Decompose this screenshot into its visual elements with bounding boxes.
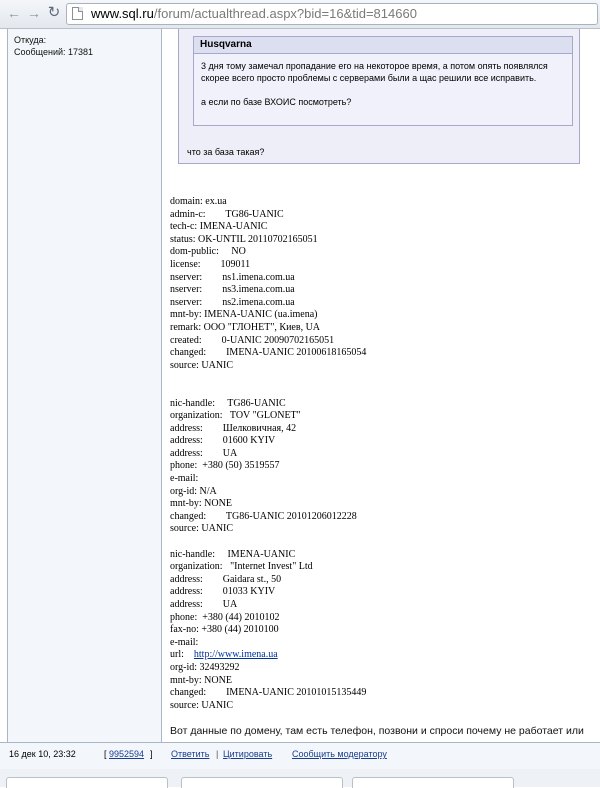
page-icon	[72, 7, 83, 20]
message-id-link[interactable]: 9952594	[109, 749, 145, 759]
author-column	[7, 29, 162, 742]
browser-toolbar	[0, 0, 600, 29]
author-info	[14, 34, 93, 58]
post-date: 16 дек 10, 23:32	[9, 749, 76, 759]
whois-output	[170, 196, 366, 712]
reload-icon[interactable]: ↻	[47, 4, 61, 21]
whois-url-label: url:	[170, 649, 194, 661]
post-final-text: Вот данные по домену, там есть телефон, позвони и спроси почему не работает или	[170, 725, 584, 737]
author-message-count: Сообщений: 17381	[14, 47, 94, 57]
nested-quote	[193, 36, 573, 126]
address-bar[interactable]	[66, 3, 598, 25]
whois-domain-block: domain: ex.ua admin-c: TG86-UANIC tech-c: IMENA-UANIC status: OK-UNTIL 20110702165051 dom-public: NO license: 109011 nserver: ns1.imena.com.ua nserver: ns3.imena.com.ua nserver: ns2.imena.com.ua mnt-by: IMENA-UANIC (ua.imena) remark: ООО "ГЛОНЕТ", Киев, UA created: 0-UANIC 20090702165051 changed: IMENA-UANIC 20100618165054 source: UANIC	[170, 196, 367, 371]
author-location-label: Откуда:	[14, 35, 47, 45]
imena-url-link[interactable]: http://www.imena.ua	[193, 649, 278, 661]
quote-body	[194, 54, 572, 114]
reply-link[interactable]: Ответить	[171, 749, 210, 759]
bracket-open: [	[104, 749, 107, 759]
forward-arrow-icon[interactable]: →	[27, 5, 41, 21]
bottom-tab[interactable]	[181, 777, 343, 788]
post-footer	[0, 742, 600, 770]
whois-registrar-block: nic-handle: IMENA-UANIC organization: "Internet Invest" Ltd address: Gaidara st., 50 address: 01033 KYIV address: UA phone: +380 (44) 2010102 fax-no: +380 (44) 2010100 e-mail:	[170, 548, 313, 648]
forum-post	[0, 29, 600, 741]
back-arrow-icon[interactable]: ←	[7, 5, 21, 21]
whois-registrar-tail: org-id: 32493292 mnt-by: NONE changed: IMENA-UANIC 20101015135449 source: UANIC	[170, 661, 367, 711]
quote-line: скорее всего просто проблемы с серверами были а щас решили все исправить.	[201, 73, 537, 83]
bottom-tab-strip	[0, 769, 600, 787]
report-moderator-link[interactable]: Сообщить модератору	[292, 749, 387, 759]
quote-line: а если по базе ВХОИС посмотреть?	[201, 97, 352, 107]
bracket-close: ]	[150, 749, 153, 759]
quote-line: 3 дня тому замечал пропадание его на некоторое время, а потом опять появлялся	[201, 61, 548, 71]
quote-link[interactable]: Цитировать	[223, 749, 273, 759]
quote-author: Husqvarna	[194, 37, 572, 54]
bottom-tab[interactable]	[6, 777, 168, 788]
quoted-reply-text: что за база такая?	[187, 147, 265, 157]
whois-contact-block: nic-handle: TG86-UANIC organization: TOV "GLONET" address: Шелковичная, 42 address: 01600 KYIV address: UA phone: +380 (50) 3519557 e-mail: org-id: N/A mnt-by: NONE changed: TG86-UANIC 20101206012228 source: UANIC	[170, 397, 357, 535]
url-text: www.sql.ru/forum/actualthread.aspx?bid=16&tid=814660	[91, 6, 417, 21]
quote-outer	[178, 29, 580, 164]
separator: |	[216, 749, 219, 759]
bottom-tab[interactable]	[352, 777, 514, 788]
